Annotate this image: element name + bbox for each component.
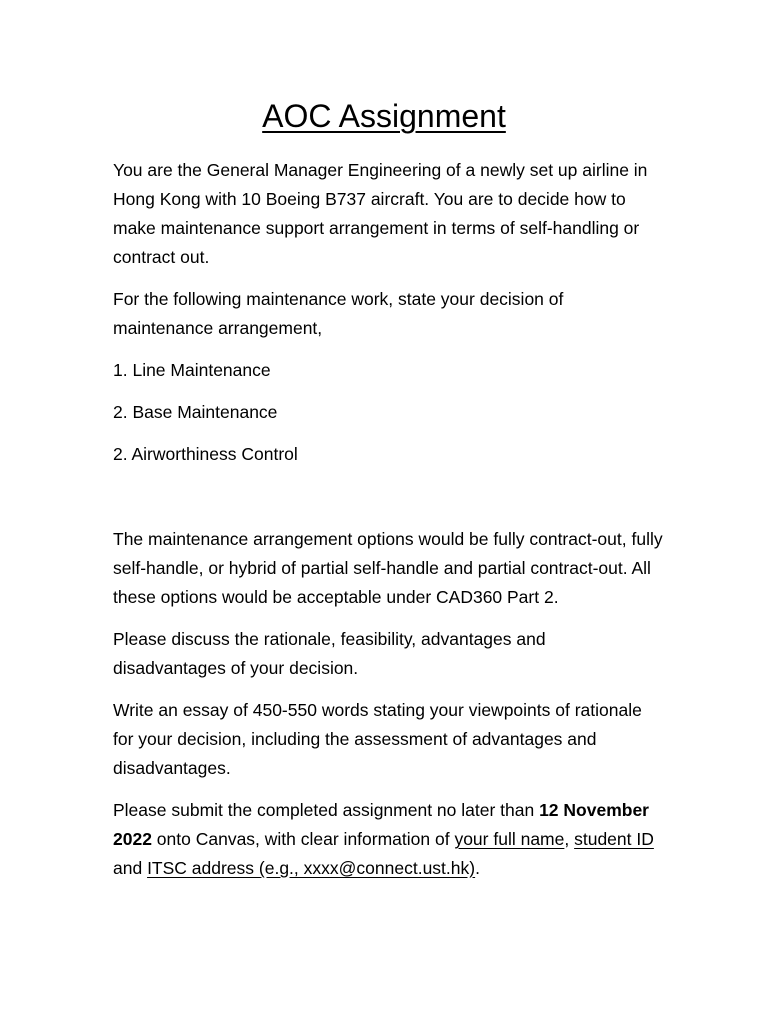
- submission-suffix: .: [475, 858, 480, 878]
- required-field-itsc-address: ITSC address (e.g., xxxx@connect.ust.hk): [147, 858, 476, 878]
- submission-prefix: Please submit the completed assignment no later than: [113, 800, 540, 820]
- essay-paragraph: Write an essay of 450-550 words stating your viewpoints of rationale for your decision, including the assessment of advantages and disadvantages.: [113, 700, 642, 778]
- submission-deadline: 12 November 2022: [113, 800, 649, 849]
- discuss-paragraph: Please discuss the rationale, feasibility, advantages and disadvantages of your decision.: [113, 629, 546, 678]
- options-paragraph: The maintenance arrangement options would be fully contract-out, fully self-handle, or hybrid of partial self-handle and partial contract-out. All these options would be acceptable under CAD360 Part 2.: [113, 529, 663, 607]
- submission-middle: onto Canvas, with clear information of: [151, 829, 455, 849]
- required-field-student-id: student ID: [574, 829, 654, 849]
- required-field-full-name: your full name: [454, 829, 565, 849]
- list-item: 2. Airworthiness Control: [113, 444, 298, 464]
- submission-separator: and: [113, 858, 148, 878]
- submission-separator: ,: [564, 829, 575, 849]
- list-item: 2. Base Maintenance: [113, 402, 278, 422]
- submission-paragraph: [113, 796, 663, 883]
- intro-paragraph: You are the General Manager Engineering of a newly set up airline in Hong Kong with 10 Boeing B737 aircraft. You are to decide how to make maintenance support arrangement in terms of self-handling or contract out.: [113, 160, 648, 267]
- document-body: [113, 156, 663, 883]
- page-title: AOC Assignment: [262, 98, 506, 134]
- list-item: 1. Line Maintenance: [113, 360, 271, 380]
- instruction-paragraph: For the following maintenance work, state your decision of maintenance arrangement,: [113, 289, 564, 338]
